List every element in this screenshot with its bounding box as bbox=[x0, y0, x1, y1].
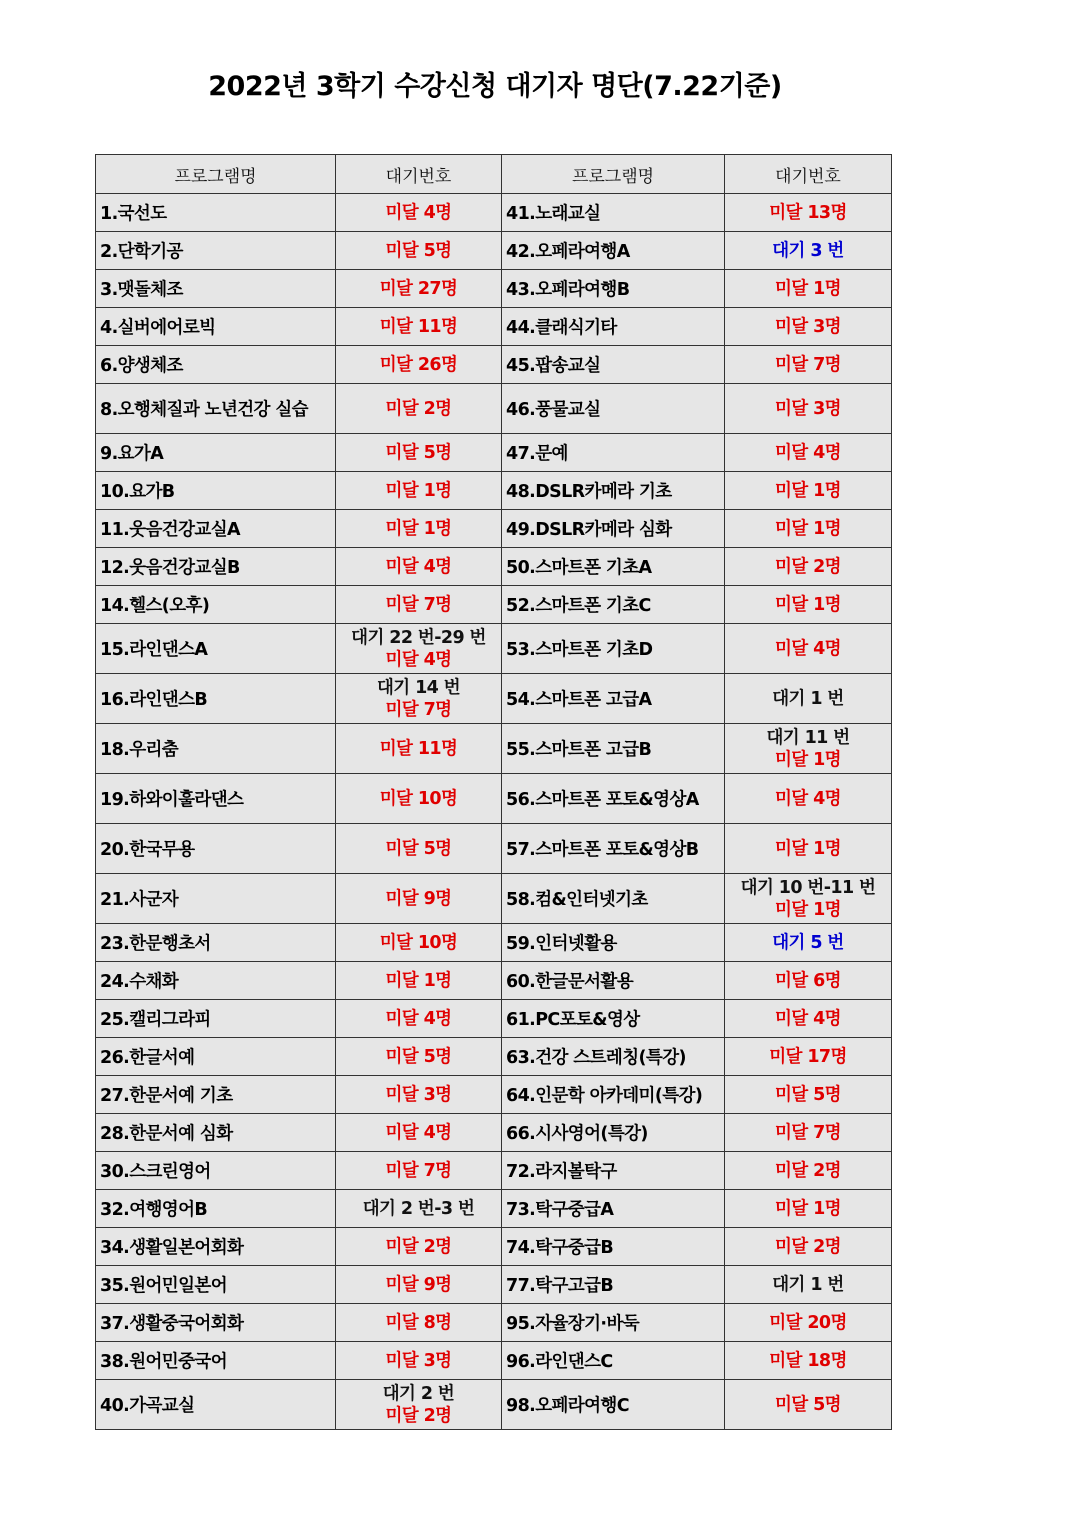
wait-status-cell bbox=[725, 1038, 892, 1076]
program-name-cell: 20.한국무용 bbox=[96, 824, 336, 874]
wait-status-cell bbox=[336, 232, 502, 270]
wait-status-cell bbox=[725, 586, 892, 624]
program-name-cell: 50.스마트폰 기초A bbox=[502, 548, 725, 586]
wait-number: 대기 3 번 bbox=[772, 240, 844, 261]
wait-status-cell bbox=[336, 1228, 502, 1266]
table-row bbox=[96, 824, 892, 874]
program-name-cell: 30.스크린영어 bbox=[96, 1152, 336, 1190]
wait-number: 대기 2 번 bbox=[382, 1383, 455, 1404]
program-name-cell: 4.실버에어로빅 bbox=[96, 308, 336, 346]
wait-status-cell bbox=[725, 548, 892, 586]
shortfall-count: 미달 5명 bbox=[385, 240, 452, 261]
program-name-cell: 98.오페라여행C bbox=[502, 1380, 725, 1430]
wait-status-cell bbox=[725, 624, 892, 674]
shortfall-count: 미달 2명 bbox=[775, 1236, 841, 1257]
shortfall-count: 미달 5명 bbox=[775, 1394, 841, 1415]
wait-status-cell bbox=[725, 1304, 892, 1342]
table-row bbox=[96, 1152, 892, 1190]
program-name-cell: 95.자율장기·바둑 bbox=[502, 1304, 725, 1342]
table-row bbox=[96, 434, 892, 472]
wait-status-cell bbox=[336, 1304, 502, 1342]
wait-status-cell bbox=[336, 1152, 502, 1190]
table-row bbox=[96, 674, 892, 724]
shortfall-count: 미달 2명 bbox=[385, 398, 452, 419]
wait-status-cell bbox=[336, 924, 502, 962]
wait-status-cell bbox=[725, 724, 892, 774]
program-name-cell: 66.시사영어(특강) bbox=[502, 1114, 725, 1152]
program-name-cell: 61.PC포토&영상 bbox=[502, 1000, 725, 1038]
wait-status-cell bbox=[336, 962, 502, 1000]
shortfall-count: 미달 27명 bbox=[379, 278, 458, 299]
program-name-cell: 40.가곡교실 bbox=[96, 1380, 336, 1430]
program-name-cell: 32.여행영어B bbox=[96, 1190, 336, 1228]
program-name-cell: 12.웃음건강교실B bbox=[96, 548, 336, 586]
wait-status-cell bbox=[725, 874, 892, 924]
wait-status-cell bbox=[725, 232, 892, 270]
table-row bbox=[96, 1342, 892, 1380]
table-row bbox=[96, 1000, 892, 1038]
program-name-cell: 18.우리춤 bbox=[96, 724, 336, 774]
program-name-cell: 3.맷돌체조 bbox=[96, 270, 336, 308]
program-name-cell: 46.풍물교실 bbox=[502, 384, 725, 434]
program-name-cell: 60.한글문서활용 bbox=[502, 962, 725, 1000]
program-name-cell: 74.탁구중급B bbox=[502, 1228, 725, 1266]
table-row bbox=[96, 472, 892, 510]
shortfall-count: 미달 7명 bbox=[385, 594, 452, 615]
wait-number: 대기 10 번-11 번 bbox=[740, 877, 876, 898]
wait-status-cell bbox=[725, 308, 892, 346]
program-name-cell: 49.DSLR카메라 심화 bbox=[502, 510, 725, 548]
program-name-cell: 11.웃음건강교실A bbox=[96, 510, 336, 548]
shortfall-count: 미달 4명 bbox=[775, 442, 841, 463]
shortfall-count: 미달 1명 bbox=[775, 594, 841, 615]
program-name-cell: 96.라인댄스C bbox=[502, 1342, 725, 1380]
program-name-cell: 19.하와이훌라댄스 bbox=[96, 774, 336, 824]
shortfall-count: 미달 2명 bbox=[385, 1405, 452, 1426]
table-header-row bbox=[96, 155, 892, 194]
table-row bbox=[96, 194, 892, 232]
program-name-cell: 64.인문학 아카데미(특강) bbox=[502, 1076, 725, 1114]
program-name-cell: 9.요가A bbox=[96, 434, 336, 472]
shortfall-count: 미달 3명 bbox=[385, 1350, 452, 1371]
wait-status-cell bbox=[725, 1190, 892, 1228]
program-name-cell: 73.탁구중급A bbox=[502, 1190, 725, 1228]
table-row bbox=[96, 1228, 892, 1266]
page-title: 2022년 3학기 수강신청 대기자 명단(7.22기준) bbox=[208, 71, 782, 102]
header-wait-number-2: 대기번호 bbox=[725, 155, 892, 194]
shortfall-count: 미달 17명 bbox=[769, 1046, 847, 1067]
wait-status-cell bbox=[336, 824, 502, 874]
table-row bbox=[96, 1038, 892, 1076]
wait-status-cell bbox=[725, 270, 892, 308]
table-row bbox=[96, 1380, 892, 1430]
program-name-cell: 41.노래교실 bbox=[502, 194, 725, 232]
table-row bbox=[96, 962, 892, 1000]
wait-status-cell bbox=[336, 1076, 502, 1114]
program-name-cell: 38.원어민중국어 bbox=[96, 1342, 336, 1380]
shortfall-count: 미달 4명 bbox=[385, 556, 452, 577]
table-body bbox=[96, 194, 892, 1430]
wait-status-cell bbox=[725, 346, 892, 384]
table-row bbox=[96, 774, 892, 824]
wait-number: 대기 1 번 bbox=[772, 1274, 844, 1295]
shortfall-count: 미달 8명 bbox=[385, 1312, 452, 1333]
table-row bbox=[96, 232, 892, 270]
table-row bbox=[96, 510, 892, 548]
shortfall-count: 미달 11명 bbox=[379, 738, 458, 759]
shortfall-count: 미달 1명 bbox=[775, 1198, 841, 1219]
wait-status-cell bbox=[336, 774, 502, 824]
wait-status-cell bbox=[336, 346, 502, 384]
table-row bbox=[96, 270, 892, 308]
table-row bbox=[96, 1190, 892, 1228]
program-name-cell: 63.건강 스트레칭(특강) bbox=[502, 1038, 725, 1076]
wait-status-cell bbox=[336, 874, 502, 924]
program-name-cell: 59.인터넷활용 bbox=[502, 924, 725, 962]
shortfall-count: 미달 13명 bbox=[769, 202, 847, 223]
table-row bbox=[96, 586, 892, 624]
program-name-cell: 25.캘리그라피 bbox=[96, 1000, 336, 1038]
wait-status-cell bbox=[725, 1076, 892, 1114]
program-name-cell: 55.스마트폰 고급B bbox=[502, 724, 725, 774]
program-name-cell: 35.원어민일본어 bbox=[96, 1266, 336, 1304]
wait-status-cell bbox=[725, 1114, 892, 1152]
waitlist-table bbox=[95, 154, 892, 1430]
wait-number: 대기 11 번 bbox=[766, 727, 850, 748]
program-name-cell: 77.탁구고급B bbox=[502, 1266, 725, 1304]
shortfall-count: 미달 1명 bbox=[775, 278, 841, 299]
shortfall-count: 미달 9명 bbox=[385, 1274, 452, 1295]
program-name-cell: 26.한글서예 bbox=[96, 1038, 336, 1076]
wait-number: 대기 5 번 bbox=[772, 932, 844, 953]
wait-status-cell bbox=[725, 1228, 892, 1266]
program-name-cell: 16.라인댄스B bbox=[96, 674, 336, 724]
shortfall-count: 미달 5명 bbox=[385, 442, 452, 463]
shortfall-count: 미달 3명 bbox=[775, 316, 841, 337]
program-name-cell: 34.생활일본어회화 bbox=[96, 1228, 336, 1266]
wait-status-cell bbox=[725, 194, 892, 232]
wait-status-cell bbox=[725, 1266, 892, 1304]
shortfall-count: 미달 6명 bbox=[775, 970, 841, 991]
wait-status-cell bbox=[725, 434, 892, 472]
program-name-cell: 28.한문서예 심화 bbox=[96, 1114, 336, 1152]
program-name-cell: 27.한문서예 기초 bbox=[96, 1076, 336, 1114]
program-name-cell: 57.스마트폰 포토&영상B bbox=[502, 824, 725, 874]
shortfall-count: 미달 5명 bbox=[775, 1084, 841, 1105]
wait-status-cell bbox=[336, 624, 502, 674]
header-wait-number: 대기번호 bbox=[336, 155, 502, 194]
shortfall-count: 미달 18명 bbox=[769, 1350, 847, 1371]
table-row bbox=[96, 384, 892, 434]
table-row bbox=[96, 1076, 892, 1114]
program-name-cell: 47.문예 bbox=[502, 434, 725, 472]
wait-status-cell bbox=[336, 1000, 502, 1038]
shortfall-count: 미달 4명 bbox=[385, 649, 452, 670]
program-name-cell: 10.요가B bbox=[96, 472, 336, 510]
shortfall-count: 미달 1명 bbox=[775, 518, 841, 539]
table-row bbox=[96, 308, 892, 346]
shortfall-count: 미달 2명 bbox=[775, 556, 841, 577]
program-name-cell: 53.스마트폰 기초D bbox=[502, 624, 725, 674]
wait-status-cell bbox=[725, 824, 892, 874]
shortfall-count: 미달 7명 bbox=[385, 1160, 452, 1181]
program-name-cell: 56.스마트폰 포토&영상A bbox=[502, 774, 725, 824]
shortfall-count: 미달 7명 bbox=[775, 1122, 841, 1143]
wait-status-cell bbox=[725, 510, 892, 548]
program-name-cell: 1.국선도 bbox=[96, 194, 336, 232]
wait-status-cell bbox=[725, 674, 892, 724]
table-row bbox=[96, 1304, 892, 1342]
wait-status-cell bbox=[336, 674, 502, 724]
shortfall-count: 미달 4명 bbox=[775, 638, 841, 659]
wait-status-cell bbox=[336, 1380, 502, 1430]
wait-status-cell bbox=[336, 194, 502, 232]
shortfall-count: 미달 5명 bbox=[385, 838, 452, 859]
wait-status-cell bbox=[336, 1190, 502, 1228]
table-row bbox=[96, 548, 892, 586]
program-name-cell: 21.사군자 bbox=[96, 874, 336, 924]
wait-status-cell bbox=[725, 962, 892, 1000]
shortfall-count: 미달 1명 bbox=[775, 899, 841, 920]
shortfall-count: 미달 2명 bbox=[775, 1160, 841, 1181]
shortfall-count: 미달 1명 bbox=[775, 749, 841, 770]
wait-number: 대기 1 번 bbox=[772, 688, 844, 709]
shortfall-count: 미달 1명 bbox=[775, 480, 841, 501]
shortfall-count: 미달 4명 bbox=[775, 1008, 841, 1029]
program-name-cell: 54.스마트폰 고급A bbox=[502, 674, 725, 724]
wait-status-cell bbox=[336, 586, 502, 624]
program-name-cell: 58.컴&인터넷기초 bbox=[502, 874, 725, 924]
shortfall-count: 미달 10명 bbox=[379, 932, 458, 953]
program-name-cell: 42.오페라여행A bbox=[502, 232, 725, 270]
shortfall-count: 미달 1명 bbox=[775, 838, 841, 859]
table-row bbox=[96, 624, 892, 674]
program-name-cell: 37.생활중국어회화 bbox=[96, 1304, 336, 1342]
wait-status-cell bbox=[725, 1342, 892, 1380]
program-name-cell: 6.양생체조 bbox=[96, 346, 336, 384]
shortfall-count: 미달 4명 bbox=[775, 788, 841, 809]
wait-status-cell bbox=[336, 1266, 502, 1304]
wait-status-cell bbox=[336, 510, 502, 548]
shortfall-count: 미달 20명 bbox=[769, 1312, 847, 1333]
shortfall-count: 미달 10명 bbox=[379, 788, 458, 809]
shortfall-count: 미달 4명 bbox=[385, 202, 452, 223]
program-name-cell: 52.스마트폰 기초C bbox=[502, 586, 725, 624]
wait-status-cell bbox=[336, 1114, 502, 1152]
program-name-cell: 2.단학기공 bbox=[96, 232, 336, 270]
table-row bbox=[96, 924, 892, 962]
program-name-cell: 45.팝송교실 bbox=[502, 346, 725, 384]
shortfall-count: 미달 7명 bbox=[385, 699, 452, 720]
shortfall-count: 미달 2명 bbox=[385, 1236, 452, 1257]
table-row bbox=[96, 346, 892, 384]
program-name-cell: 14.헬스(오후) bbox=[96, 586, 336, 624]
wait-status-cell bbox=[336, 548, 502, 586]
program-name-cell: 8.오행체질과 노년건강 실습 bbox=[96, 384, 336, 434]
table-row bbox=[96, 724, 892, 774]
wait-status-cell bbox=[336, 1342, 502, 1380]
wait-status-cell bbox=[336, 308, 502, 346]
shortfall-count: 미달 7명 bbox=[775, 354, 841, 375]
wait-number: 대기 22 번-29 번 bbox=[351, 627, 486, 648]
header-program-name: 프로그램명 bbox=[96, 155, 336, 194]
shortfall-count: 미달 5명 bbox=[385, 1046, 452, 1067]
wait-number: 대기 14 번 bbox=[376, 677, 461, 698]
table-row bbox=[96, 1114, 892, 1152]
shortfall-count: 미달 9명 bbox=[385, 888, 452, 909]
wait-status-cell bbox=[725, 774, 892, 824]
wait-status-cell bbox=[725, 924, 892, 962]
wait-number: 대기 2 번-3 번 bbox=[362, 1198, 475, 1219]
program-name-cell: 72.라지볼탁구 bbox=[502, 1152, 725, 1190]
wait-status-cell bbox=[336, 270, 502, 308]
wait-status-cell bbox=[725, 472, 892, 510]
shortfall-count: 미달 26명 bbox=[379, 354, 458, 375]
shortfall-count: 미달 11명 bbox=[379, 316, 458, 337]
table-row bbox=[96, 874, 892, 924]
program-name-cell: 23.한문행초서 bbox=[96, 924, 336, 962]
wait-status-cell bbox=[336, 384, 502, 434]
shortfall-count: 미달 4명 bbox=[385, 1008, 452, 1029]
wait-status-cell bbox=[725, 1000, 892, 1038]
shortfall-count: 미달 4명 bbox=[385, 1122, 452, 1143]
shortfall-count: 미달 1명 bbox=[385, 518, 452, 539]
wait-status-cell bbox=[725, 1152, 892, 1190]
wait-status-cell bbox=[336, 724, 502, 774]
table-row bbox=[96, 1266, 892, 1304]
shortfall-count: 미달 1명 bbox=[385, 970, 452, 991]
wait-status-cell bbox=[336, 472, 502, 510]
program-name-cell: 48.DSLR카메라 기초 bbox=[502, 472, 725, 510]
header-program-name-2: 프로그램명 bbox=[502, 155, 725, 194]
wait-status-cell bbox=[336, 434, 502, 472]
program-name-cell: 44.클래식기타 bbox=[502, 308, 725, 346]
program-name-cell: 24.수채화 bbox=[96, 962, 336, 1000]
shortfall-count: 미달 3명 bbox=[775, 398, 841, 419]
program-name-cell: 15.라인댄스A bbox=[96, 624, 336, 674]
shortfall-count: 미달 1명 bbox=[385, 480, 452, 501]
wait-status-cell bbox=[336, 1038, 502, 1076]
wait-status-cell bbox=[725, 1380, 892, 1430]
shortfall-count: 미달 3명 bbox=[385, 1084, 452, 1105]
program-name-cell: 43.오페라여행B bbox=[502, 270, 725, 308]
wait-status-cell bbox=[725, 384, 892, 434]
